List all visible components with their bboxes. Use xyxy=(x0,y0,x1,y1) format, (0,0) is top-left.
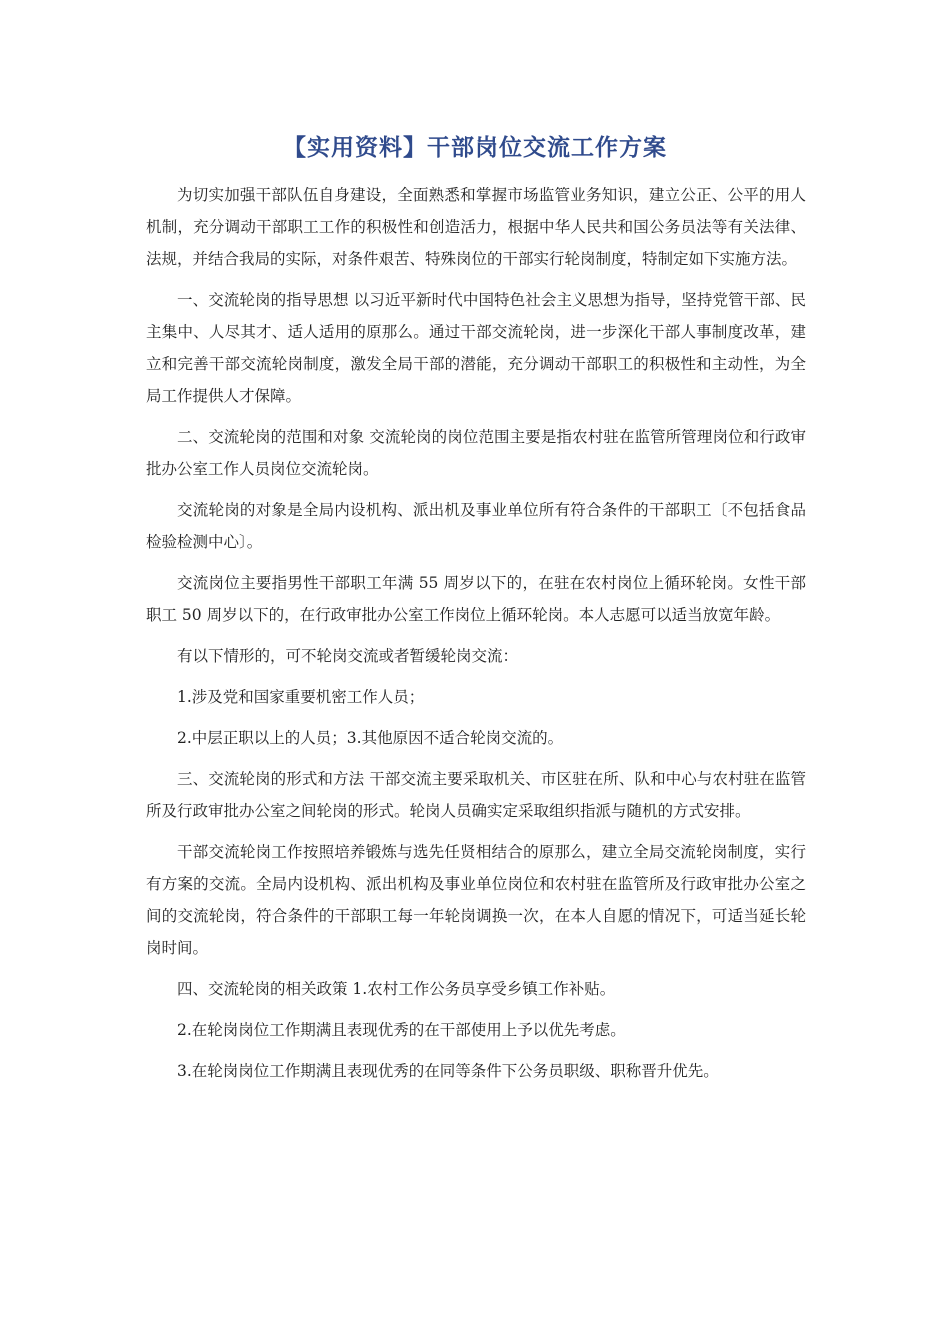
paragraph-exemption-2-3: 2.中层正职以上的人员；3.其他原因不适合轮岗交流的。 xyxy=(177,729,564,747)
paragraph-age-rules: 交流岗位主要指男性干部职工年满 55 周岁以下的，在驻在农村岗位上循环轮岗。女性干部职工 50 周岁以下的，在行政审批办公室工作岗位上循环轮岗。本人志愿可以适当放宽年龄。 xyxy=(146,574,806,624)
paragraph-policy-2: 2.在轮岗岗位工作期满且表现优秀的在干部使用上予以优先考虑。 xyxy=(177,1021,626,1039)
paragraph-targets: 交流轮岗的对象是全局内设机构、派出机及事业单位所有符合条件的干部职工〔不包括食品检验检测中心〕。 xyxy=(146,501,806,551)
paragraph-scope: 二、交流轮岗的范围和对象 交流轮岗的岗位范围主要是指农村驻在监管所管理岗位和行政审批办公室工作人员岗位交流轮岗。 xyxy=(146,428,806,478)
document-body xyxy=(146,179,806,1096)
document-title: 【实用资料】干部岗位交流工作方案 xyxy=(283,135,667,161)
paragraph-policy-1: 四、交流轮岗的相关政策 1.农村工作公务员享受乡镇工作补贴。 xyxy=(177,980,616,998)
paragraph-principles: 干部交流轮岗工作按照培养锻炼与选先任贤相结合的原那么，建立全局交流轮岗制度，实行有方案的交流。全局内设机构、派出机构及事业单位岗位和农村驻在监管所及行政审批办公室之间的交流轮岗，符合条件的干部职工每一年轮岗调换一次，在本人自愿的情况下，可适当延长轮岗时间。 xyxy=(146,843,806,957)
paragraph-intro: 为切实加强干部队伍自身建设，全面熟悉和掌握市场监管业务知识，建立公正、公平的用人机制，充分调动干部职工工作的积极性和创造活力，根据中华人民共和国公务员法等有关法律、法规，并结合我局的实际，对条件艰苦、特殊岗位的干部实行轮岗制度，特制定如下实施方法。 xyxy=(146,186,806,268)
paragraph-guiding-thought: 一、交流轮岗的指导思想 以习近平新时代中国特色社会主义思想为指导，坚持党管干部、民主集中、人尽其才、适人适用的原那么。通过干部交流轮岗，进一步深化干部人事制度改革，建立和完善干部交流轮岗制度，激发全局干部的潜能，充分调动干部职工的积极性和主动性，为全局工作提供人才保障。 xyxy=(146,291,806,405)
paragraph-exemptions-intro: 有以下情形的，可不轮岗交流或者暂缓轮岗交流： xyxy=(177,647,519,665)
paragraph-methods: 三、交流轮岗的形式和方法 干部交流主要采取机关、市区驻在所、队和中心与农村驻在监管所及行政审批办公室之间轮岗的形式。轮岗人员确实定采取组织指派与随机的方式安排。 xyxy=(146,770,806,820)
paragraph-exemption-1: 1.涉及党和国家重要机密工作人员； xyxy=(177,688,425,706)
paragraph-policy-3: 3.在轮岗岗位工作期满且表现优秀的在同等条件下公务员职级、职称晋升优先。 xyxy=(177,1062,719,1080)
